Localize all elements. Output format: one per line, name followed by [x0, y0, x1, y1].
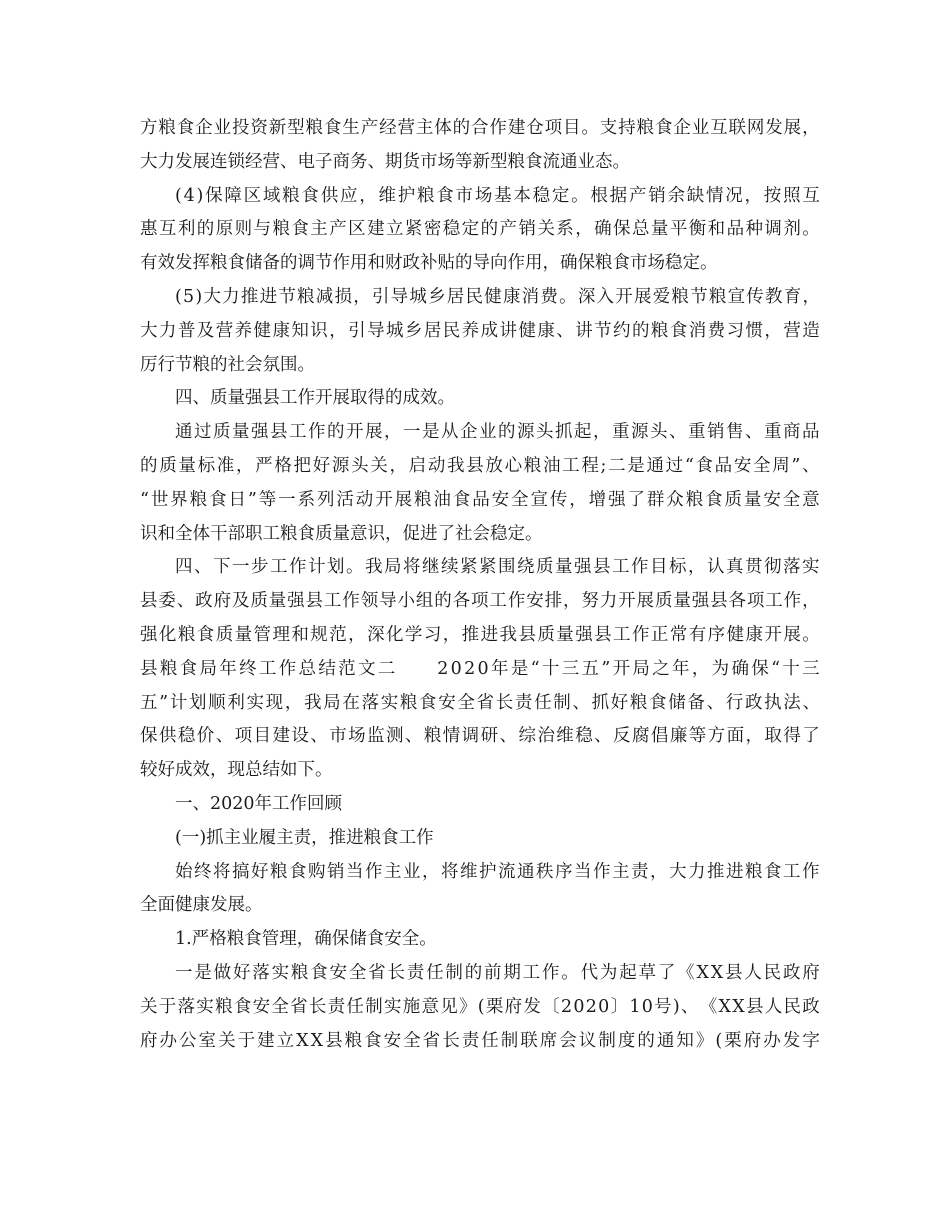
text-line: 始 终 将 搞 好 粮 食 购 销 当 作 主 业 ， 将 维 护 流 通 秩 序 当 作 主 责 ， 大 力 推 进 粮 食 工 作	[175, 861, 820, 882]
text-line: 五 ” 计 划 顺 利 实 现 ， 我 局 在 落 实 粮 食 安 全 省 长 责 任 制 、 抓 好 粮 食 储 备 、 行 政 执 法 、	[140, 692, 820, 713]
text-line: 厉行节粮的社会氛围。	[140, 354, 315, 375]
text-line: ( 5 ) 大 力 推 进 节 粮 减 损 ， 引 导 城 乡 居 民 健 康 消 费 。 深 入 开 展 爱 粮 节 粮 宣 传 教 育 ，	[175, 286, 820, 307]
text-line: 大 力 普 及 营 养 健 康 知 识 ， 引 导 城 乡 居 民 养 成 讲 健 康 、 讲 节 约 的 粮 食 消 费 习 惯 ， 营 造	[140, 320, 820, 341]
text-line: 府 办 公 室 关 于 建 立 X X 县 粮 食 安 全 省 长 责 任 制 联 席 会 议 制 度 的 通 知 》 ( 栗 府 办 发 字	[140, 1030, 820, 1051]
text-line: 识和全体干部职工粮食质量意识，促进了社会稳定。	[140, 523, 543, 544]
text-line: (一)抓主业履主责，推进粮食工作	[175, 827, 434, 848]
text-line: 县 粮 食 局 年 终 工 作 总 结 范 文 二 2 0 2 0 年 是 “ 十 三 五 ” 开 局 之 年 ， 为 确 保 “ 十 三	[140, 658, 820, 679]
text-line: 惠 互 利 的 原 则 与 粮 食 主 产 区 建 立 紧 密 稳 定 的 产 销 关 系 ， 确 保 总 量 平 衡 和 品 种 调 剂 。	[140, 219, 820, 240]
document-body	[140, 112, 820, 1058]
text-line: 方 粮 食 企 业 投 资 新 型 粮 食 生 产 经 营 主 体 的 合 作 建 仓 项 目 。 支 持 粮 食 企 业 互 联 网 发 展 ，	[140, 118, 820, 138]
text-line: 强 化 粮 食 质 量 管 理 和 规 范 ， 深 化 学 习 ， 推 进 我 县 质 量 强 县 工 作 正 常 有 序 健 康 开 展 。	[140, 624, 820, 645]
text-line: 一、2020年工作回顾	[175, 793, 343, 814]
text-line: 有效发挥粮食储备的调节作用和财政补贴的导向作用，确保粮食市场稳定。	[140, 253, 718, 274]
text-line: 保 供 稳 价 、 项 目 建 设 、 市 场 监 测 、 粮 情 调 研 、 综 治 维 稳 、 反 腐 倡 廉 等 方 面 ， 取 得 了	[140, 726, 820, 747]
text-line: ( 4 ) 保 障 区 域 粮 食 供 应 ， 维 护 粮 食 市 场 基 本 稳 定 。 根 据 产 销 余 缺 情 况 ， 按 照 互	[175, 185, 820, 206]
text-line: 通 过 质 量 强 县 工 作 的 开 展 ， 一 是 从 企 业 的 源 头 抓 起 ， 重 源 头 、 重 销 售 、 重 商 品	[175, 422, 820, 443]
text-line: 的 质 量 标 准 ， 严 格 把 好 源 头 关 ， 启 动 我 县 放 心 粮 油 工 程 ; 二 是 通 过 “ 食 品 安 全 周 ” 、	[140, 455, 820, 476]
text-line: 大力发展连锁经营、电子商务、期货市场等新型粮食流通业态。	[140, 151, 630, 172]
text-line: “ 世 界 粮 食 日 ” 等 一 系 列 活 动 开 展 粮 油 食 品 安 全 宣 传 ， 增 强 了 群 众 粮 食 质 量 安 全 意	[140, 489, 820, 510]
text-line: 较好成效，现总结如下。	[140, 760, 333, 781]
text-line: 县 委 、 政 府 及 质 量 强 县 工 作 领 导 小 组 的 各 项 工 作 安 排 ， 努 力 开 展 质 量 强 县 各 项 工 作 ，	[140, 591, 820, 612]
text-line: 四、质量强县工作开展取得的成效。	[175, 388, 455, 409]
text-line: 全面健康发展。	[140, 895, 263, 916]
text-line: 一 是 做 好 落 实 粮 食 安 全 省 长 责 任 制 的 前 期 工 作 。 代 为 起 草 了 《 X X 县 人 民 政 府	[175, 962, 820, 983]
text-line: 1.严格粮食管理，确保储食安全。	[175, 929, 437, 950]
text-line: 四 、 下 一 步 工 作 计 划 。 我 局 将 继 续 紧 紧 围 绕 质 量 强 县 工 作 目 标 ， 认 真 贯 彻 落 实	[175, 557, 820, 578]
text-line: 关 于 落 实 粮 食 安 全 省 长 责 任 制 实 施 意 见 》 ( 栗 府 发 〔 2 0 2 0 〕 1 0 号 ) 、 《 X X 县 人 民 政	[140, 996, 820, 1017]
